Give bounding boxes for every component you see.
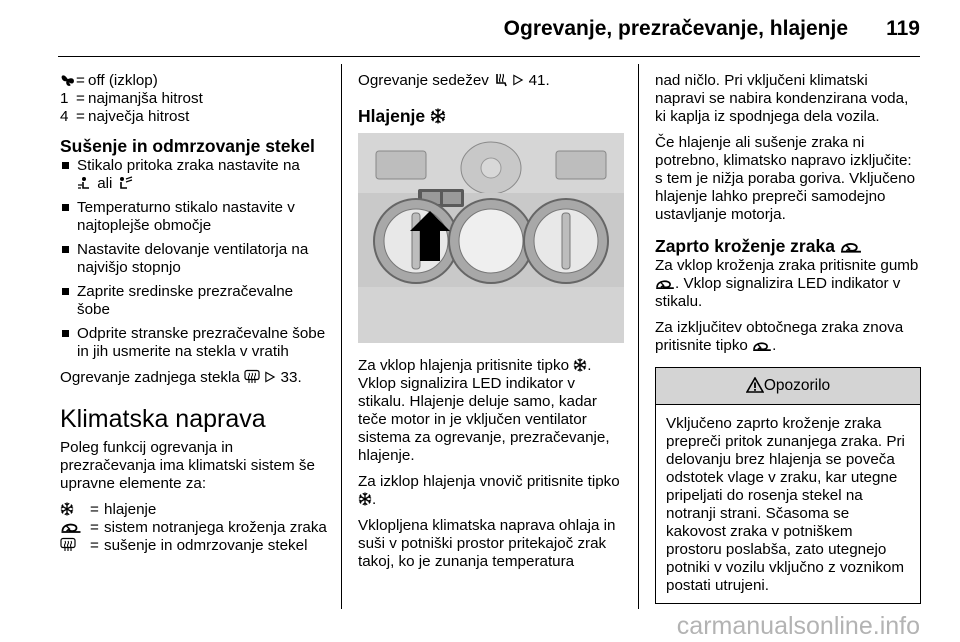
recirculation-heading: Zaprto kroženje zraka: [655, 236, 921, 257]
recirculation-on-text: Za vklop kroženja zraka pritisnite gumb . Vklop signalizira LED indikator v stikalu.: [655, 257, 919, 310]
list-item: Odprite stranske prezračevalne šobe in jih usmerite na stekla v vratih: [60, 325, 328, 361]
recirculation-icon: [752, 337, 772, 354]
snowflake-icon: [60, 501, 90, 519]
page-title: Ogrevanje, prezračevanje, hlajenje: [503, 17, 848, 40]
cooling-on-text: Za vklop hlajenja pritisnite tipko . Vklop signalizira LED indikator v stikalu. Hlajenje deluje samo, kadar teče motor in je vključen ventilator sistema za ogrevanje, prezračevanje, hlajenje.: [358, 357, 610, 464]
snowflake-icon: [358, 491, 372, 508]
page-ref-icon: [512, 72, 524, 89]
list-item: Nastavite delovanje ventilatorja na najvišjo stopnjo: [60, 241, 328, 277]
column-2: [358, 72, 624, 579]
snowflake-icon: [430, 106, 446, 126]
page-header: [0, 0, 960, 58]
rear-defrost-icon: [244, 369, 260, 386]
list-item: Zaprite sredinske prezračevalne šobe: [60, 283, 328, 319]
cooling-off-text: Za izklop hlajenja vnovič pritisnite tipko .: [358, 473, 620, 508]
column-3: [655, 72, 921, 604]
defog-steps: [60, 157, 328, 361]
warning-icon: [746, 377, 764, 396]
column-divider: [341, 64, 342, 609]
list-item: Temperaturno stikalo nastavite v najtoplejše območje: [60, 199, 328, 235]
fan-off-icon: [60, 72, 76, 90]
ac-heading: Klimatska naprava: [60, 405, 266, 433]
ac-effect-text: Vklopljena klimatska naprava ohlaja in suši v potniški prostor pritekajoč zrak takoj, ko je zunanja temperatura: [358, 517, 616, 570]
column-divider: [638, 64, 639, 609]
climate-control-panel-photo: [358, 133, 624, 343]
warning-header: [656, 368, 920, 405]
recirculation-icon: [840, 236, 862, 256]
warning-text: Vključeno zaprto kroženje zraka prepreči pritok zunanjega zraka. Pri delovanju brez hlajenja se poveča odstotek vlage v zraku, kar utegne pripeljati do rosenja stekel na notranji strani. Sčasoma se kakovost zraka v potniškem prostoru poslabša, zato utegnejo potniki v vozilu vključno z voznikom postati utrujeni.: [666, 415, 905, 594]
recirculation-off-text: Za izključitev obtočnega zraka znova pritisnite tipko .: [655, 319, 904, 354]
condensation-text: nad ničlo. Pri vključeni klimatski napravi se nabira kondenzirana voda, ki kaplja iz spodnjega dela vozila.: [655, 72, 909, 125]
watermark: carmanualsonline.info: [676, 612, 920, 640]
ac-off-advice-text: Če hlajenje ali sušenje zraka ni potrebno, klimatsko napravo izključite: s tem je nižja poraba goriva. Vključeno hlajenje lahko prepreči samodejno ustavljanje motorja.: [655, 134, 916, 223]
warning-box: [655, 367, 921, 604]
seat-heating-ref: Ogrevanje sedežev 41.: [358, 72, 550, 89]
snowflake-icon: [573, 357, 587, 374]
rear-defrost-icon: [60, 537, 90, 555]
ac-controls-list: = hlajenje = sistem notranjega kroženja zraka = sušenje in odmrzovanje stekel: [60, 501, 328, 555]
page-number: 119: [886, 17, 920, 40]
header-rule: [58, 56, 920, 57]
recirculation-icon: [655, 275, 675, 292]
cooling-heading: Hlajenje: [358, 106, 624, 127]
recirculation-icon: [60, 519, 90, 537]
air-distribution-icon: [77, 175, 93, 192]
rear-window-ref: Ogrevanje zadnjega stekla 33.: [60, 369, 302, 386]
page-ref-icon: [264, 369, 276, 386]
warning-title: Opozorilo: [763, 377, 831, 394]
seat-heating-icon: [493, 72, 508, 89]
air-defrost-icon: [117, 175, 133, 192]
ac-intro: Poleg funkcij ogrevanja in prezračevanja ima klimatski sistem še upravne elemente za:: [60, 439, 315, 492]
fan-speed-list: = off (izklop) 1 = najmanjša hitrost 4 = največja hitrost: [60, 72, 203, 125]
list-item: Stikalo pritoka zraka nastavite na ali: [60, 157, 328, 193]
column-1: [60, 72, 328, 561]
defog-heading: Sušenje in odmrzovanje stekel: [60, 136, 315, 156]
